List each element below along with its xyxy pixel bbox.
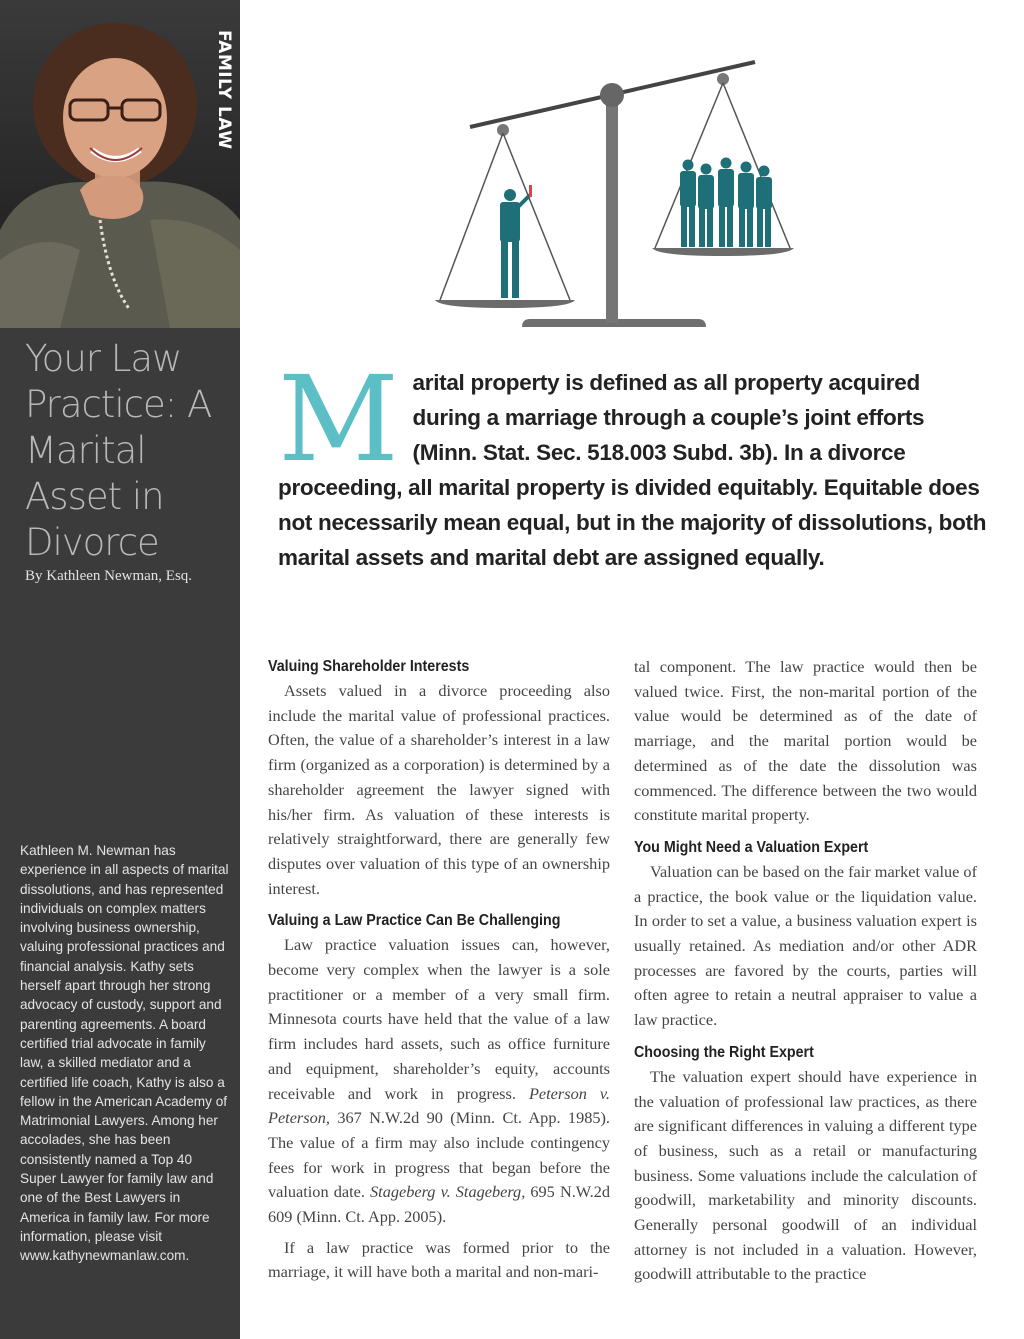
lead-paragraph (278, 350, 993, 575)
lead-text: arital property is defined as all property acquired during a marriage through a couple’s joint efforts (Minn. Stat. Sec. 518.003 Subd. 3b). In a divorce proceeding, all marital property is divided equitably. Equitable does not necessarily mean equal, but in the majority of dissolutions, both marital assets and marital debt are assigned equally. (278, 370, 987, 570)
subheading-shareholder: Valuing Shareholder Interests (268, 658, 470, 675)
author-photo (0, 0, 240, 328)
paragraph: Assets valued in a divorce proceeding also include the marital value of professional practices. Often, the value of a shareholder’s interest in a law firm (organized as a corporation) is determined by a shareholder agreement the lawyer signed with his/her firm. As valuation of these interests is relatively straightforward, there are generally few disputes over valuation of this type of an ownership interest. (268, 681, 610, 898)
subheading-valuation-expert: You Might Need a Valuation Expert (634, 838, 869, 856)
byline: By Kathleen Newman, Esq. (25, 568, 193, 584)
body-column-left (268, 655, 610, 1285)
case-citation: Peterson v. Peterson, (268, 1083, 610, 1128)
paragraph: tal component. The law practice would then be valued twice. First, the non-marital portion of the value would be determined as of the date of marriage, and the marital portion would be determined as of the date the dissolution was commenced. The difference between the two would constitute marital property. (634, 657, 977, 825)
paragraph: The valuation expert should have experience in the valuation of professional law practices, as there are significant differences in valuing a different type of business, such as a retail or manufacturing business. Some valuations include the calculation of goodwill, marketability and minority discounts. Generally personal goodwill of an individual attorney is not included in a valuation. However, goodwill attributable to the practice (634, 1066, 977, 1284)
sidebar (0, 0, 240, 1339)
subheading-right-expert: Choosing the Right Expert (634, 1043, 814, 1061)
body-column-right (634, 655, 977, 1287)
paragraph: Law practice valuation issues can, however, become very complex when the lawyer is a sole practitioner or a member of a very small firm. Minnesota courts have held that the value of a law firm includes hard assets, such as office furniture and equipment, shareholder’s equity, accounts receivable and work in progress. Peterson v. Peterson, 367 N.W.2d 90 (Minn. Ct. App. 1985). The value of a firm may also include contingency fees for work in progress that began before the valuation date. Stageberg v. Stageberg, 695 N.W.2d 609 (Minn. Ct. App. 2005). (268, 935, 610, 1227)
paragraph: If a law practice was formed prior to the marriage, it will have both a marital and non-mari- (268, 1237, 610, 1282)
article-title: Your Law Practice: A Marital Asset in Divorce (25, 337, 212, 564)
subheading-challenging: Valuing a Law Practice Can Be Challenging (268, 912, 561, 930)
case-citation: Stageberg v. Stageberg, (370, 1182, 526, 1202)
section-tab: FAMILY LAW (214, 30, 234, 150)
author-bio: Kathleen M. Newman has experience in all aspects of marital dissolutions, and has represented individuals on complex matters involving business ownership, valuing professional practices and financial analysis. Kathy sets herself apart through her strong advocacy of custody, support and parenting agreements. A board certified trial advocate in family law, a skilled mediator and a certified life coach, Kathy is also a fellow in the American Academy of Matrimonial Lawyers. Among her accolades, she has been consistently named a Top 40 Super Lawyer for family law and one of the Best Lawyers in America in family law. For more information, please visit www.kathynewmanlaw.com. (20, 843, 229, 1264)
scales-illustration (430, 55, 800, 345)
paragraph: Valuation can be based on the fair market value of a practice, the book value or the liquidation value. In order to set a value, a business valuation expert is usually retained. As mediation and/or other ADR processes are favored by the courts, parties will often agree to retain a neutral appraiser to value a law practice. (634, 861, 977, 1030)
drop-cap: M (278, 350, 399, 488)
